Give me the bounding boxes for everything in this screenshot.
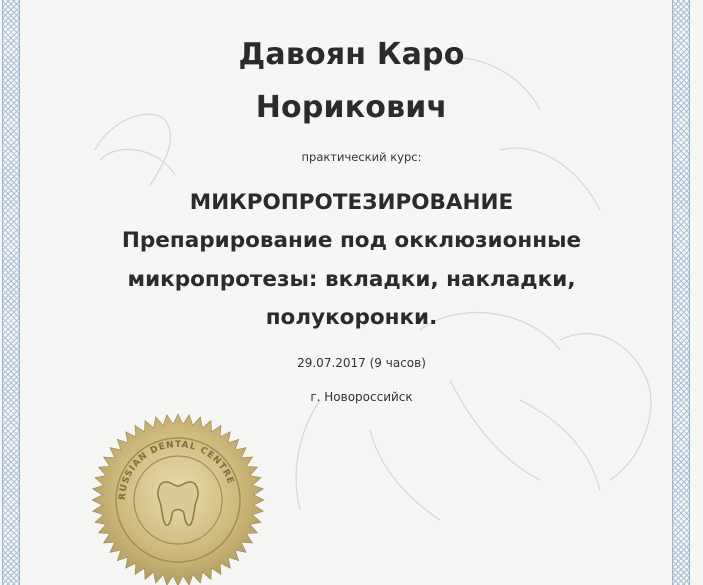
recipient-name-line1: Давоян Каро xyxy=(238,37,465,72)
course-date: 29.07.2017 (9 часов) xyxy=(297,356,426,370)
recipient-name-line2: Норикович xyxy=(255,90,448,125)
course-title-line2: Препарирование под окклюзионные xyxy=(121,228,582,253)
course-city: г. Новороссийск xyxy=(310,390,413,404)
gold-seal xyxy=(88,410,268,585)
course-title-line1: МИКРОПРОТЕЗИРОВАНИЕ xyxy=(189,190,514,215)
course-title-line3: микропротезы: вкладки, накладки, xyxy=(127,267,576,292)
course-title-line4: полукоронки. xyxy=(265,305,438,330)
course-label: практический курс: xyxy=(301,150,422,164)
seal-text: RUSSIAN DENTAL CENTRE xyxy=(117,439,236,501)
